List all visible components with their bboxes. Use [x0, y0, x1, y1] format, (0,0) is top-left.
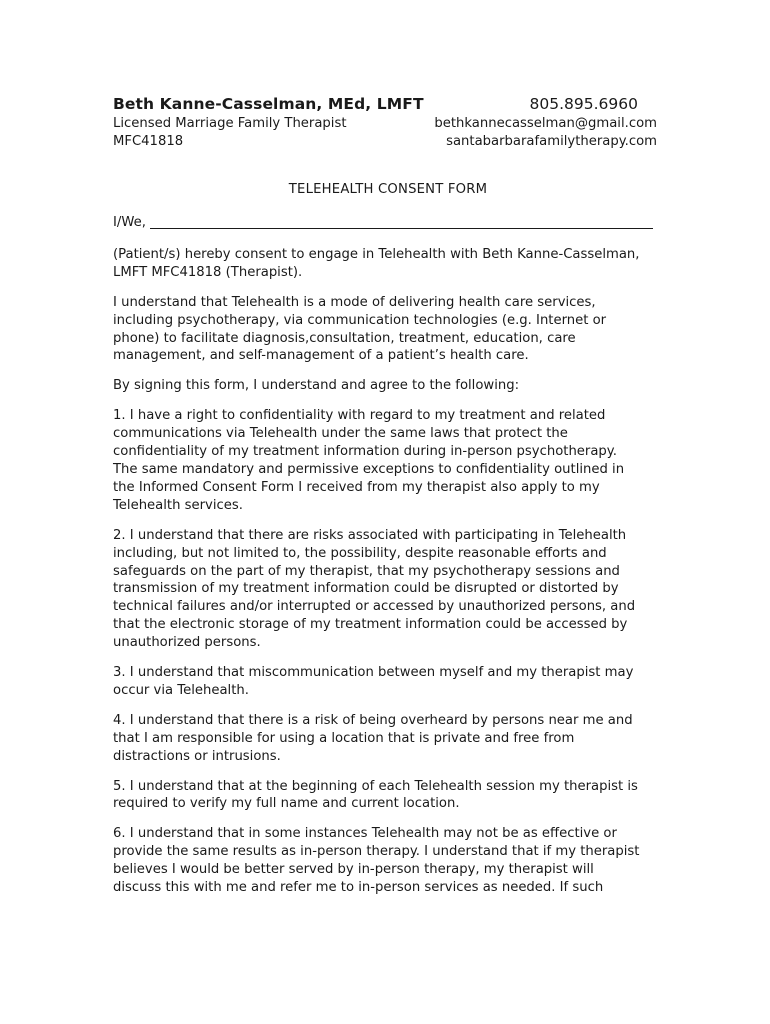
form-title: TELEHEALTH CONSENT FORM — [288, 182, 488, 197]
therapist-name: Beth Kanne-Casselman, MEd, LMFT — [113, 95, 424, 113]
paragraph-line: 3. I understand that miscommunication between myself and my therapist may — [113, 665, 634, 681]
consent-paragraph — [113, 377, 663, 395]
paragraph-line: phone) to facilitate diagnosis,consultation, treatment, education, care — [113, 330, 576, 346]
paragraph-line: I understand that Telehealth is a mode of delivering health care services, — [113, 294, 596, 310]
paragraph-line: By signing this form, I understand and agree to the following: — [113, 378, 520, 394]
letterhead-left — [113, 93, 424, 151]
paragraph-line: distractions or intrusions. — [113, 748, 281, 764]
paragraph-line: including, but not limited to, the possibility, despite reasonable efforts and — [113, 545, 607, 561]
license-number: MFC41818 — [113, 134, 184, 149]
paragraph-line: unauthorized persons. — [113, 635, 261, 651]
paragraph-line: 5. I understand that at the beginning of each Telehealth session my therapist is — [113, 778, 638, 794]
consent-paragraph — [113, 527, 663, 652]
paragraph-line: provide the same results as in-person therapy. I understand that if my therapist — [113, 844, 640, 860]
consent-paragraph — [113, 246, 663, 282]
consent-paragraph — [113, 294, 663, 366]
paragraph-line: required to verify my full name and current location. — [113, 796, 460, 812]
consent-paragraph — [113, 664, 663, 700]
paragraph-line: that I am responsible for using a location that is private and free from — [113, 730, 575, 746]
paragraph-line: transmission of my treatment information could be disrupted or distorted by — [113, 581, 619, 597]
paragraph-line: The same mandatory and permissive exceptions to confidentiality outlined in — [113, 461, 625, 477]
iwe-label: I/We, — [113, 215, 146, 230]
therapist-credential: Licensed Marriage Family Therapist — [113, 116, 347, 131]
paragraph-line: 2. I understand that there are risks associated with participating in Telehealth — [113, 527, 627, 543]
letterhead-right — [434, 93, 657, 151]
letterhead — [113, 93, 663, 153]
phone-number: 805.895.6960 — [529, 95, 638, 113]
paragraph-line: technical failures and/or interrupted or accessed by unauthorized persons, and — [113, 599, 636, 615]
paragraph-line: 1. I have a right to confidentiality with regard to my treatment and related — [113, 408, 606, 424]
patient-name-blank[interactable] — [150, 216, 653, 229]
paragraph-line: 6. I understand that in some instances Telehealth may not be as effective or — [113, 826, 617, 842]
paragraph-line: Telehealth services. — [113, 497, 243, 513]
paragraph-line: 4. I understand that there is a risk of being overheard by persons near me and — [113, 712, 633, 728]
paragraph-line: the Informed Consent Form I received from my therapist also apply to my — [113, 479, 600, 495]
paragraph-line: (Patient/s) hereby consent to engage in Telehealth with Beth Kanne-Casselman, — [113, 246, 640, 262]
paragraph-line: safeguards on the part of my therapist, that my psychotherapy sessions and — [113, 563, 620, 579]
paragraph-line: discuss this with me and refer me to in-person services as needed. If such — [113, 880, 604, 896]
paragraph-line: confidentiality of my treatment information during in-person psychotherapy. — [113, 444, 617, 460]
form-body — [113, 214, 663, 909]
paragraph-line: that the electronic storage of my treatment information could be accessed by — [113, 617, 628, 633]
consent-paragraph — [113, 778, 663, 814]
paragraph-line: management, and self-management of a patient’s health care. — [113, 348, 529, 364]
consent-paragraph — [113, 825, 663, 897]
consent-paragraph — [113, 407, 663, 514]
paragraph-line: believes I would be better served by in-person therapy, my therapist will — [113, 862, 594, 878]
paragraph-line: LMFT MFC41818 (Therapist). — [113, 264, 303, 280]
paragraph-line: occur via Telehealth. — [113, 682, 249, 698]
paragraph-line: communications via Telehealth under the same laws that protect the — [113, 426, 568, 442]
consent-paragraph — [113, 712, 663, 766]
patient-name-line — [113, 214, 663, 232]
website-address: santabarbarafamilytherapy.com — [446, 134, 657, 149]
paragraph-line: including psychotherapy, via communication technologies (e.g. Internet or — [113, 312, 607, 328]
document-page — [113, 93, 663, 896]
consent-paragraphs — [113, 246, 663, 897]
email-address: bethkannecasselman@gmail.com — [434, 116, 657, 131]
